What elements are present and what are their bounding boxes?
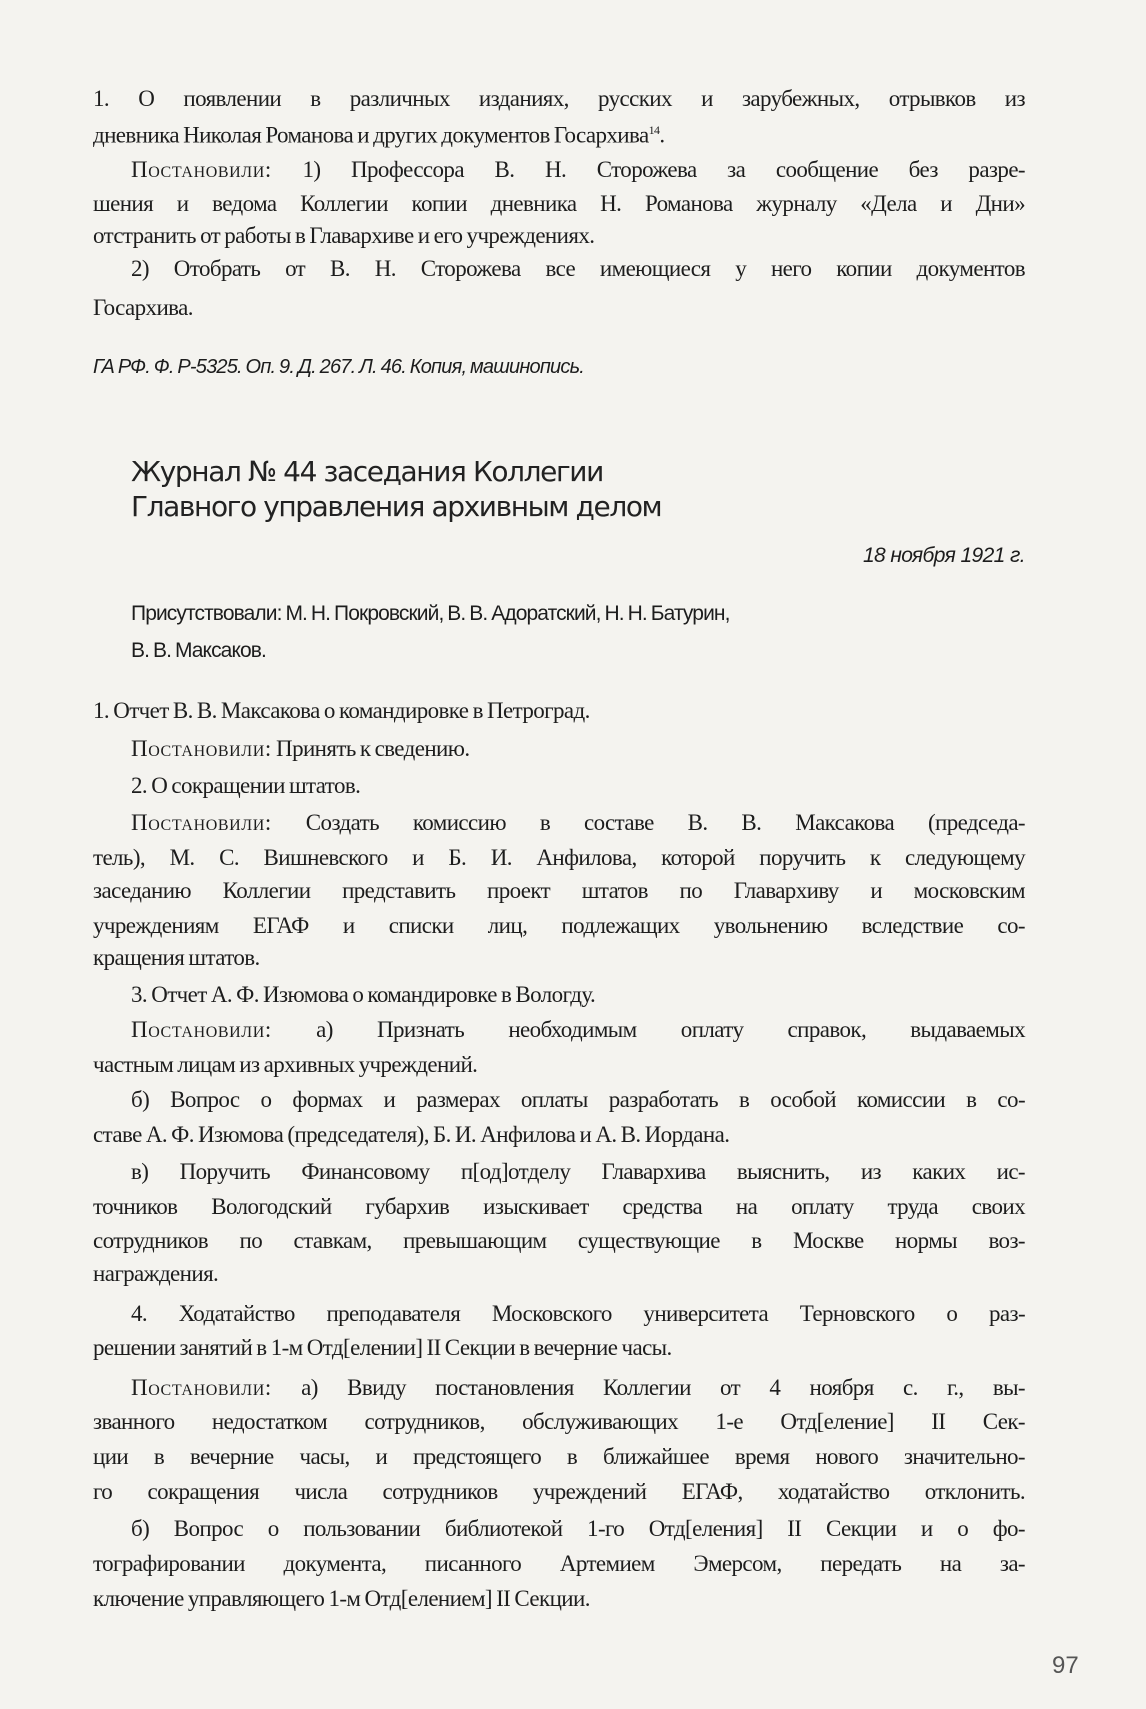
resolved-label: Постановили: — [131, 736, 272, 761]
text: а) Ввиду постановления Коллегии от 4 ноября с. г., вы- — [271, 1375, 1025, 1400]
journal-title-line2: Главного управления архивным делом — [131, 490, 662, 523]
text: . — [659, 122, 665, 148]
text: Принять к сведению. — [271, 736, 470, 761]
text-line — [93, 155, 1025, 185]
text-line: Госархива. — [93, 295, 193, 320]
text-line: награждения. — [93, 1261, 219, 1286]
agenda-item: 1. Отчет В. В. Максакова о командировке в Петроград. — [93, 698, 590, 723]
text-line: сотрудников по ставкам, превышающим существующие в Москве нормы воз- — [93, 1228, 1025, 1253]
text: дневника Николая Романова и других документов Госархива — [93, 122, 649, 148]
text-line: точников Вологодский губархив изыскивает средства на оплату труда своих — [93, 1194, 1025, 1219]
text-line: в) Поручить Финансовому п[од]отделу Главархива выяснить, из каких ис- — [131, 1159, 1025, 1184]
text-line: б) Вопрос о пользовании библиотекой 1-го Отд[еления] II Секции и о фо- — [131, 1516, 1025, 1541]
footnote-ref: 14 — [648, 123, 660, 137]
attendees-line: В. В. Максаков. — [131, 639, 266, 662]
agenda-item: 2. О сокращении штатов. — [131, 773, 361, 798]
text-line: тографировании документа, писанного Артемием Эмерсом, передать на за- — [93, 1551, 1025, 1576]
text-line: ключение управляющего 1-м Отд[елением] II Секции. — [93, 1586, 590, 1611]
text-line — [93, 115, 1025, 151]
journal-title-line1: Журнал № 44 заседания Коллегии — [131, 455, 603, 488]
archive-citation: ГА РФ. Ф. Р-5325. Оп. 9. Д. 267. Л. 46. Копия, машинопись. — [93, 356, 585, 378]
text: 1) Профессора В. Н. Сторожева за сообщение без разре- — [271, 157, 1025, 182]
text-line: званного недостатком сотрудников, обслуживающих 1-е Отд[еление] II Сек- — [93, 1409, 1025, 1434]
text-line: б) Вопрос о формах и размерах оплаты разработать в особой комиссии в со- — [131, 1087, 1025, 1112]
resolved-label: Постановили: — [131, 157, 272, 182]
text-line: шения и ведома Коллегии копии дневника Н. Романова журналу «Дела и Дни» — [93, 191, 1025, 216]
resolved-label: Постановили: — [131, 1017, 272, 1042]
attendees-line: Присутствовали: М. Н. Покровский, В. В. Адоратский, Н. Н. Батурин, — [131, 602, 730, 625]
resolved-label: Постановили: — [131, 1375, 272, 1400]
text-line: отстранить от работы в Главархиве и его учреждениях. — [93, 223, 595, 248]
text-line: 2) Отобрать от В. Н. Сторожева все имеющиеся у него копии документов — [131, 256, 1025, 281]
text-line: заседанию Коллегии представить проект штатов по Главархиву и московским — [93, 878, 1025, 903]
resolved-label: Постановили: — [131, 810, 272, 835]
text-line: частным лицам из архивных учреждений. — [93, 1052, 478, 1077]
text-line: кращения штатов. — [93, 945, 260, 970]
agenda-item: 4. Ходатайство преподавателя Московского университета Терновского о раз- — [131, 1301, 1025, 1326]
journal-date: 18 ноября 1921 г. — [862, 544, 1025, 567]
agenda-item: 3. Отчет А. Ф. Изюмова о командировке в Вологду. — [131, 982, 596, 1007]
text-line: тель), М. С. Вишневского и Б. И. Анфилова, которой поручить к следующему — [93, 845, 1025, 870]
text-line: го сокращения числа сотрудников учреждений ЕГАФ, ходатайство отклонить. — [93, 1479, 1025, 1504]
page-number: 97 — [1052, 1652, 1079, 1679]
text-line: ции в вечерние часы, и предстоящего в ближайшее время нового значительно- — [93, 1444, 1025, 1469]
text-line: учреждениям ЕГАФ и списки лиц, подлежащих увольнению вследствие со- — [93, 913, 1025, 938]
text: а) Признать необходимым оплату справок, выдаваемых — [271, 1017, 1025, 1042]
text-line — [93, 808, 1025, 838]
text-line — [93, 1373, 1025, 1403]
text-line — [93, 1015, 1025, 1045]
text-line — [93, 734, 1025, 764]
text: Создать комиссию в составе В. В. Максакова (председа- — [271, 810, 1025, 835]
text-line: 1. О появлении в различных изданиях, русских и зарубежных, отрывков из — [93, 86, 1025, 111]
text-line: ставе А. Ф. Изюмова (председателя), Б. И. Анфилова и А. В. Иордана. — [93, 1122, 730, 1147]
text-line: решении занятий в 1-м Отд[елении] II Секции в вечерние часы. — [93, 1335, 672, 1360]
